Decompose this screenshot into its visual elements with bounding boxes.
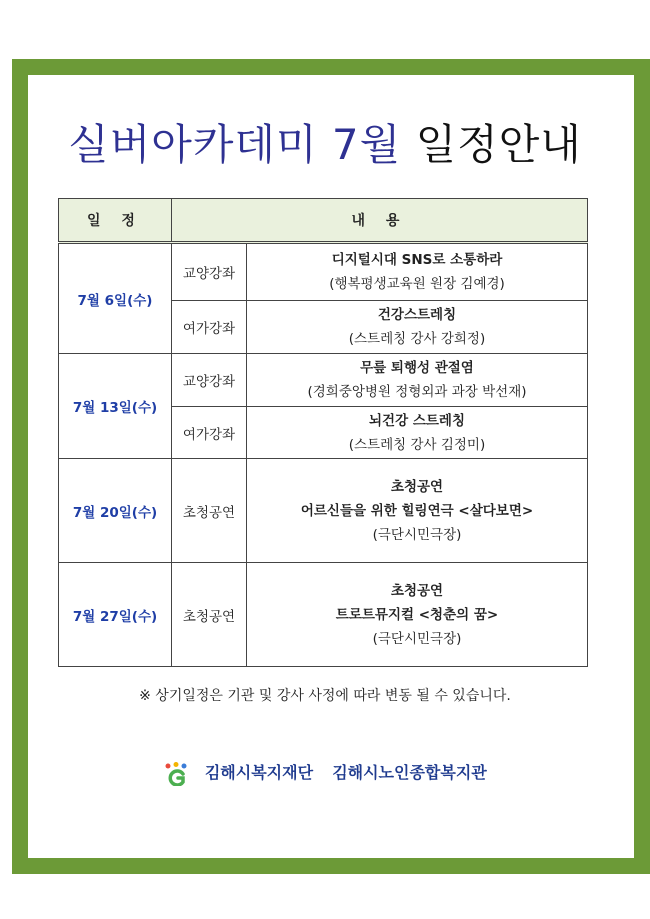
content-sub: (극단시민극장) (372, 630, 462, 647)
content-main: 초청공연 (390, 478, 444, 495)
table-header-row (59, 199, 588, 243)
table-row (59, 243, 588, 301)
content-main: 초청공연 (390, 582, 444, 599)
header-content: 내 용 (172, 199, 588, 243)
footer-org2: 김해시노인종합복지관 (332, 763, 487, 782)
category-cell: 교양강좌 (172, 354, 247, 407)
content-main: 건강스트레칭 (377, 307, 457, 323)
content-main: 무릎 퇴행성 관절염 (360, 360, 474, 376)
content-sub: (극단시민극장) (372, 526, 462, 543)
title-part2: 일정안내 (415, 120, 582, 169)
table-row (59, 354, 588, 407)
logo-icon (163, 762, 191, 786)
category-cell: 여가강좌 (172, 301, 247, 354)
content-main-2: 트로트뮤지컬 <청춘의 꿈> (335, 606, 499, 623)
content-main: 디지털시대 SNS로 소통하라 (331, 252, 503, 268)
content-cell (247, 407, 588, 459)
content-main-2: 어르신들을 위한 힐링연극 <살다보면> (300, 502, 534, 519)
content-sub: (행복평생교육원 원장 김예경) (329, 276, 505, 292)
header-date: 일 정 (59, 199, 172, 243)
category-cell: 초청공연 (172, 563, 247, 667)
date-cell: 7월 13일(수) (59, 354, 172, 459)
date-cell: 7월 20일(수) (59, 459, 172, 563)
footer-org1: 김해시복지재단 (204, 763, 314, 782)
table-row (59, 459, 588, 563)
content-cell (247, 301, 588, 354)
notice-text: ※ 상기일정은 기관 및 강사 사정에 따라 변동 될 수 있습니다. (139, 688, 511, 704)
date-cell: 7월 6일(수) (59, 243, 172, 354)
content-sub: (스트레칭 강사 강희정) (348, 331, 486, 347)
table-row (59, 563, 588, 667)
content-main: 뇌건강 스트레칭 (369, 412, 465, 429)
content-cell (247, 563, 588, 667)
category-cell: 교양강좌 (172, 243, 247, 301)
schedule-table (58, 198, 588, 667)
page-title (0, 112, 650, 172)
title-part1: 실버아카데미 7월 (68, 120, 402, 169)
date-cell: 7월 27일(수) (59, 563, 172, 667)
category-cell: 여가강좌 (172, 407, 247, 459)
content-cell (247, 459, 588, 563)
content-cell (247, 354, 588, 407)
category-cell: 초청공연 (172, 459, 247, 563)
content-cell (247, 243, 588, 301)
footer (0, 760, 650, 786)
content-sub: (스트레칭 강사 김정미) (348, 436, 486, 453)
content-sub: (경희중앙병원 정형외과 과장 박선재) (307, 384, 527, 400)
